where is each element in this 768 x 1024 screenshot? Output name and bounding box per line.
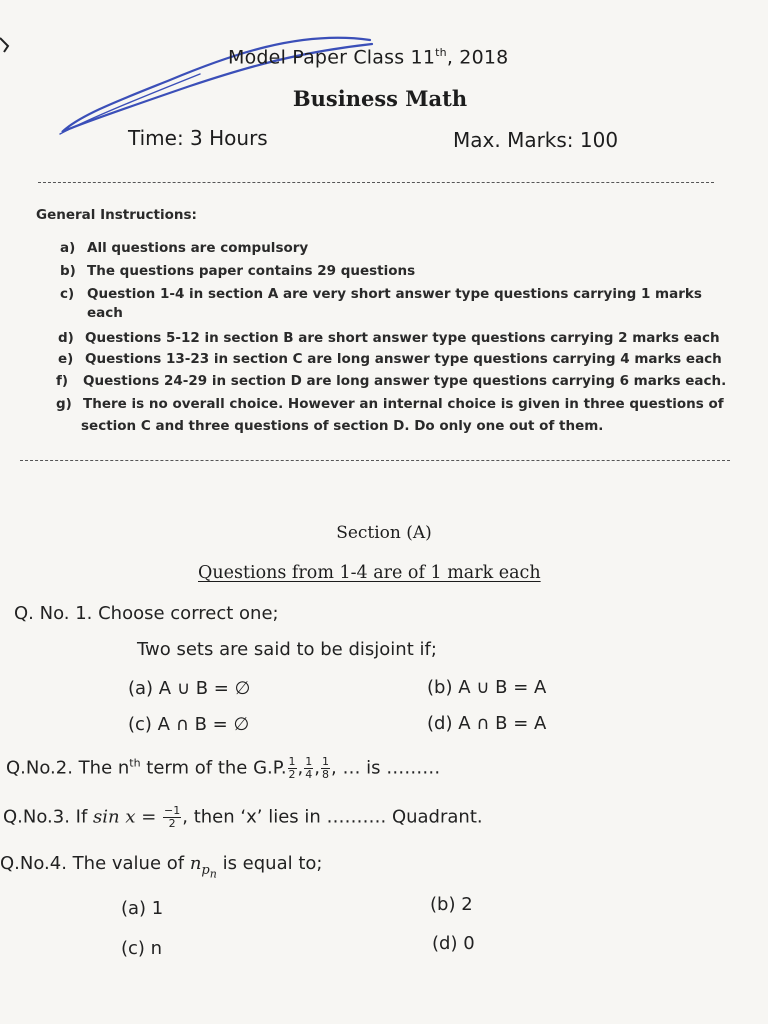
instruction-item: e) Questions 13-23 in section C are long answer type questions carrying 4 marks each — [58, 351, 722, 367]
question-1-label: Q. No. 1. Choose correct one; — [14, 603, 279, 624]
max-marks-info: Max. Marks: 100 — [453, 128, 619, 152]
fraction: $\frac{1}{4}$ — [305, 755, 313, 782]
question-2: Q.No.2. The $n^{th}$ term of the G.P. $\frac{1}{2}$ , $\frac{1}{4}$ , $\frac{1}{8}$ , … is ……… — [6, 755, 441, 782]
instructions-heading: General Instructions: — [36, 207, 197, 223]
question-3: Q.No.3. If sin x = $\frac{-1}{2}$ , then ‘x’ lies in ………. Quadrant. — [3, 804, 483, 831]
question-4-option-a: (a) 1 — [121, 898, 164, 919]
divider — [20, 460, 730, 461]
instruction-item: f) Questions 24-29 in section D are long answer type questions carrying 6 marks each. — [56, 373, 727, 389]
question-1-option-d: (d) A ∩ B = A — [427, 713, 547, 734]
question-1-option-a: (a) A ∪ B = ∅ — [128, 678, 251, 699]
instruction-item: d) Questions 5-12 in section B are short answer type questions carrying 2 marks each — [58, 330, 720, 346]
section-title: Section (A) — [336, 523, 432, 543]
instruction-item: c) Question 1-4 in section A are very short answer type questions carrying 1 marks — [60, 286, 702, 302]
instruction-item: a) All questions are compulsory — [60, 240, 309, 256]
instruction-continuation: each — [87, 305, 123, 321]
question-1-stem: Two sets are said to be disjoint if; — [137, 639, 437, 660]
fraction: $\frac{1}{8}$ — [322, 755, 330, 782]
fraction: $\frac{-1}{2}$ — [164, 804, 181, 831]
subject-title: Business Math — [292, 86, 468, 111]
question-4: Q.No.4. The value of $n_{p_n}$ is equal to; — [0, 853, 323, 881]
question-4-option-d: (d) 0 — [432, 933, 475, 954]
question-4-option-c: (c) n — [121, 938, 163, 959]
divider — [38, 182, 714, 183]
instruction-item: b) The questions paper contains 29 questions — [60, 263, 416, 279]
paper-title: Model Paper Class 11th, 2018 — [228, 46, 509, 69]
instruction-continuation: section C and three questions of section D. Do only one out of them. — [81, 418, 604, 434]
question-1-option-c: (c) A ∩ B = ∅ — [128, 714, 250, 735]
section-subtitle: Questions from 1-4 are of 1 mark each — [198, 563, 541, 583]
instruction-item: g) There is no overall choice. However an internal choice is given in three questions of — [56, 396, 724, 412]
fraction: $\frac{1}{2}$ — [288, 755, 296, 782]
question-4-option-b: (b) 2 — [430, 894, 473, 915]
time-info: Time: 3 Hours — [128, 126, 268, 150]
question-1-option-b: (b) A ∪ B = A — [427, 677, 547, 698]
